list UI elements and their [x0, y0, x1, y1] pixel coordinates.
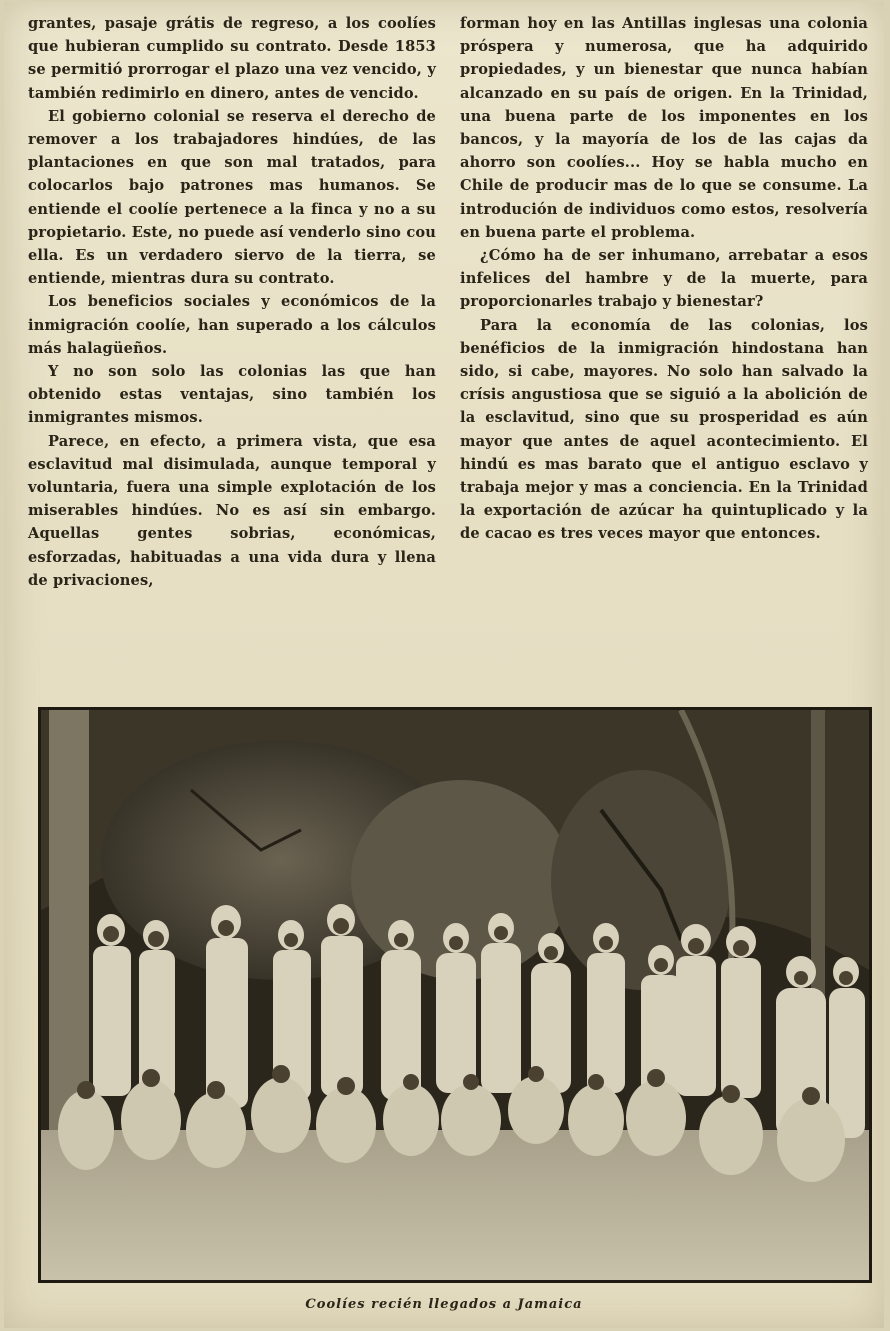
paragraph: Y no son solo las colonias las que han obtenido estas ventajas, sino también los inmigrantes mismos.	[28, 363, 436, 427]
paragraph: El gobierno colonial se reserva el derecho de remover a los trabajadores hindúes, de las plantaciones en que son mal tratados, para colocarlos bajo patrones mas humanos. Se entiende el coolíe pertenece a la finca y no a su propietario. Este, no puede así venderlo sino cou ella. Es un verdadero siervo de la tierra, se entiende, mientras dura su contrato.	[28, 107, 436, 288]
paragraph: forman hoy en las Antillas inglesas una colonia próspera y numerosa, que ha adquirido propiedades, y un bienestar que nunca habían alcanzado en su país de origen. En la Trinidad, una buena parte de los imponentes en los bancos, y la mayoría de los de las cajas da ahorro son coolíes... Hoy se habla mucho en Chile de producir mas de lo que se consume. La introdución de individuos como estos, resolvería en buena parte el problema.	[460, 15, 868, 241]
magazine-page	[4, 2, 884, 1328]
paragraph: Parece, en efecto, a primera vista, que esa esclavitud mal disimulada, aunque temporal y voluntaria, fuera una simple explotación de los miserables hindúes. No es así sin embargo. Aquellas gentes sobrias, económicas, esforzadas, habituadas a una vida dura y llena de privaciones,	[28, 432, 436, 589]
group-photograph	[38, 707, 872, 1283]
paragraph: ¿Cómo ha de ser inhumano, arrebatar a esos infelices del hambre y de la muerte, para proporcionarles trabajo y bienestar?	[460, 247, 868, 311]
paragraph: Para la economía de las colonias, los benéficios de la inmigración hindostana han sido, si cabe, mayores. No solo han salvado la crísis angustiosa que se siguió a la abolición de la esclavitud, sino que su prosperidad es aún mayor que antes de aquel acontecimiento. El hindú es mas barato que el antiguo esclavo y trabaja mejor y mas a conciencia. En la Trinidad la exportación de azúcar ha quintuplicado y la de cacao es tres veces mayor que entonces.	[460, 316, 868, 543]
left-text-column	[28, 12, 436, 592]
photo-caption: Coolíes recién llegados a Jamaica	[305, 1297, 583, 1312]
photo-illustration	[41, 710, 869, 1280]
paragraph: grantes, pasaje grátis de regreso, a los coolíes que hubieran cumplido su contrato. Desde 1853 se permitió prorrogar el plazo una vez vencido, y también redimirlo en dinero, antes de vencido.	[28, 15, 436, 102]
right-text-column	[460, 12, 868, 546]
paragraph: Los beneficios sociales y económicos de la inmigración coolíe, han superado a los cálculos más halagüeños.	[28, 293, 436, 357]
